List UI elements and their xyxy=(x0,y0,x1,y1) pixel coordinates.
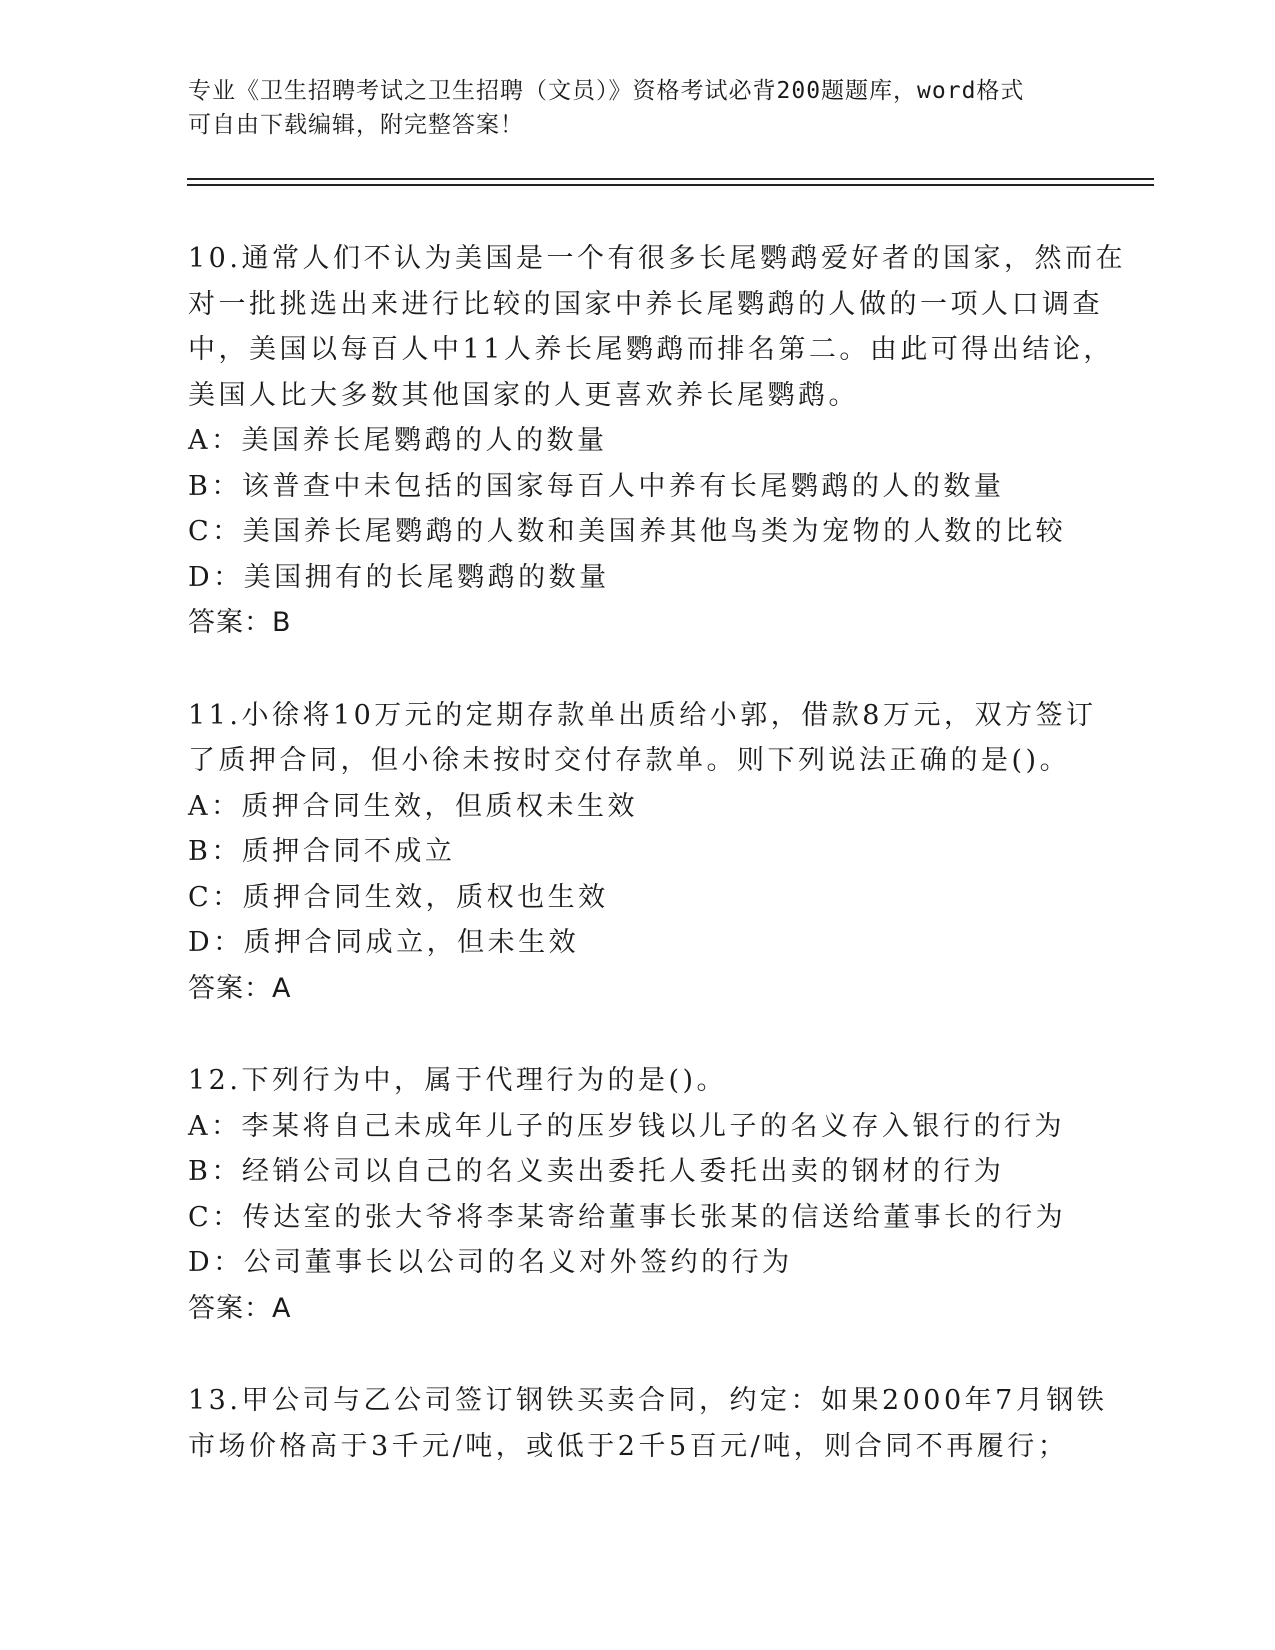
question-10 xyxy=(188,236,1188,646)
header-divider-top xyxy=(187,178,1154,180)
answer: 答案：B xyxy=(188,607,292,638)
option-a: A：质押合同生效，但质权未生效 xyxy=(188,790,638,822)
question-stem-line: 中，美国以每百人中11人养长尾鹦鹉而排名第二。由此可得出结论， xyxy=(188,334,1114,365)
option-d: D：美国拥有的长尾鹦鹉的数量 xyxy=(188,561,610,593)
document-header xyxy=(188,74,1088,142)
question-13 xyxy=(188,1378,1188,1469)
question-gap xyxy=(188,1011,1188,1058)
answer: 答案：A xyxy=(188,972,292,1004)
header-line-1: 专业《卫生招聘考试之卫生招聘（文员）》资格考试必背200题题库，word格式 xyxy=(188,78,1025,104)
question-stem-line: 了质押合同，但小徐未按时交付存款单。则下列说法正确的是()。 xyxy=(188,745,1071,776)
option-b: B：该普查中未包括的国家每百人中养有长尾鹦鹉的人的数量 xyxy=(188,470,1005,502)
option-b: B：经销公司以自己的名义卖出委托人委托出卖的钢材的行为 xyxy=(188,1156,1005,1187)
option-d: D：质押合同成立，但未生效 xyxy=(188,927,580,958)
question-gap xyxy=(188,1331,1188,1378)
question-stem-line: 11.小徐将10万元的定期存款单出质给小郭，借款8万元，双方签订 xyxy=(188,699,1097,731)
option-a: A：美国养长尾鹦鹉的人的数量 xyxy=(188,425,608,456)
question-list xyxy=(188,236,1188,1469)
option-c: C：传达室的张大爷将李某寄给董事长张某的信送给董事长的行为 xyxy=(188,1201,1067,1233)
question-stem-line: 美国人比大多数其他国家的人更喜欢养长尾鹦鹉。 xyxy=(188,379,859,411)
question-stem-line: 12.下列行为中，属于代理行为的是()。 xyxy=(188,1065,728,1096)
option-c: C：质押合同生效，质权也生效 xyxy=(188,881,609,913)
question-stem-line: 10.通常人们不认为美国是一个有很多长尾鹦鹉爱好者的国家，然而在 xyxy=(188,243,1126,274)
answer: 答案：A xyxy=(188,1292,292,1324)
question-12 xyxy=(188,1058,1188,1331)
question-11 xyxy=(188,693,1188,1012)
question-gap xyxy=(188,646,1188,693)
option-c: C：美国养长尾鹦鹉的人数和美国养其他鸟类为宠物的人数的比较 xyxy=(188,516,1067,547)
header-line-2: 可自由下载编辑，附完整答案！ xyxy=(188,112,524,138)
question-stem-line: 市场价格高于3千元/吨，或低于2千5百元/吨，则合同不再履行； xyxy=(188,1430,1069,1462)
option-b: B：质押合同不成立 xyxy=(188,836,456,867)
option-d: D：公司董事长以公司的名义对外签约的行为 xyxy=(188,1247,793,1278)
header-divider-bottom xyxy=(187,184,1154,186)
question-stem-line: 对一批挑选出来进行比较的国家中养长尾鹦鹉的人做的一项人口调查 xyxy=(188,288,1103,320)
option-a: A：李某将自己未成年儿子的压岁钱以儿子的名义存入银行的行为 xyxy=(188,1110,1065,1142)
question-stem-line: 13.甲公司与乙公司签订钢铁买卖合同，约定：如果2000年7月钢铁 xyxy=(188,1385,1108,1416)
